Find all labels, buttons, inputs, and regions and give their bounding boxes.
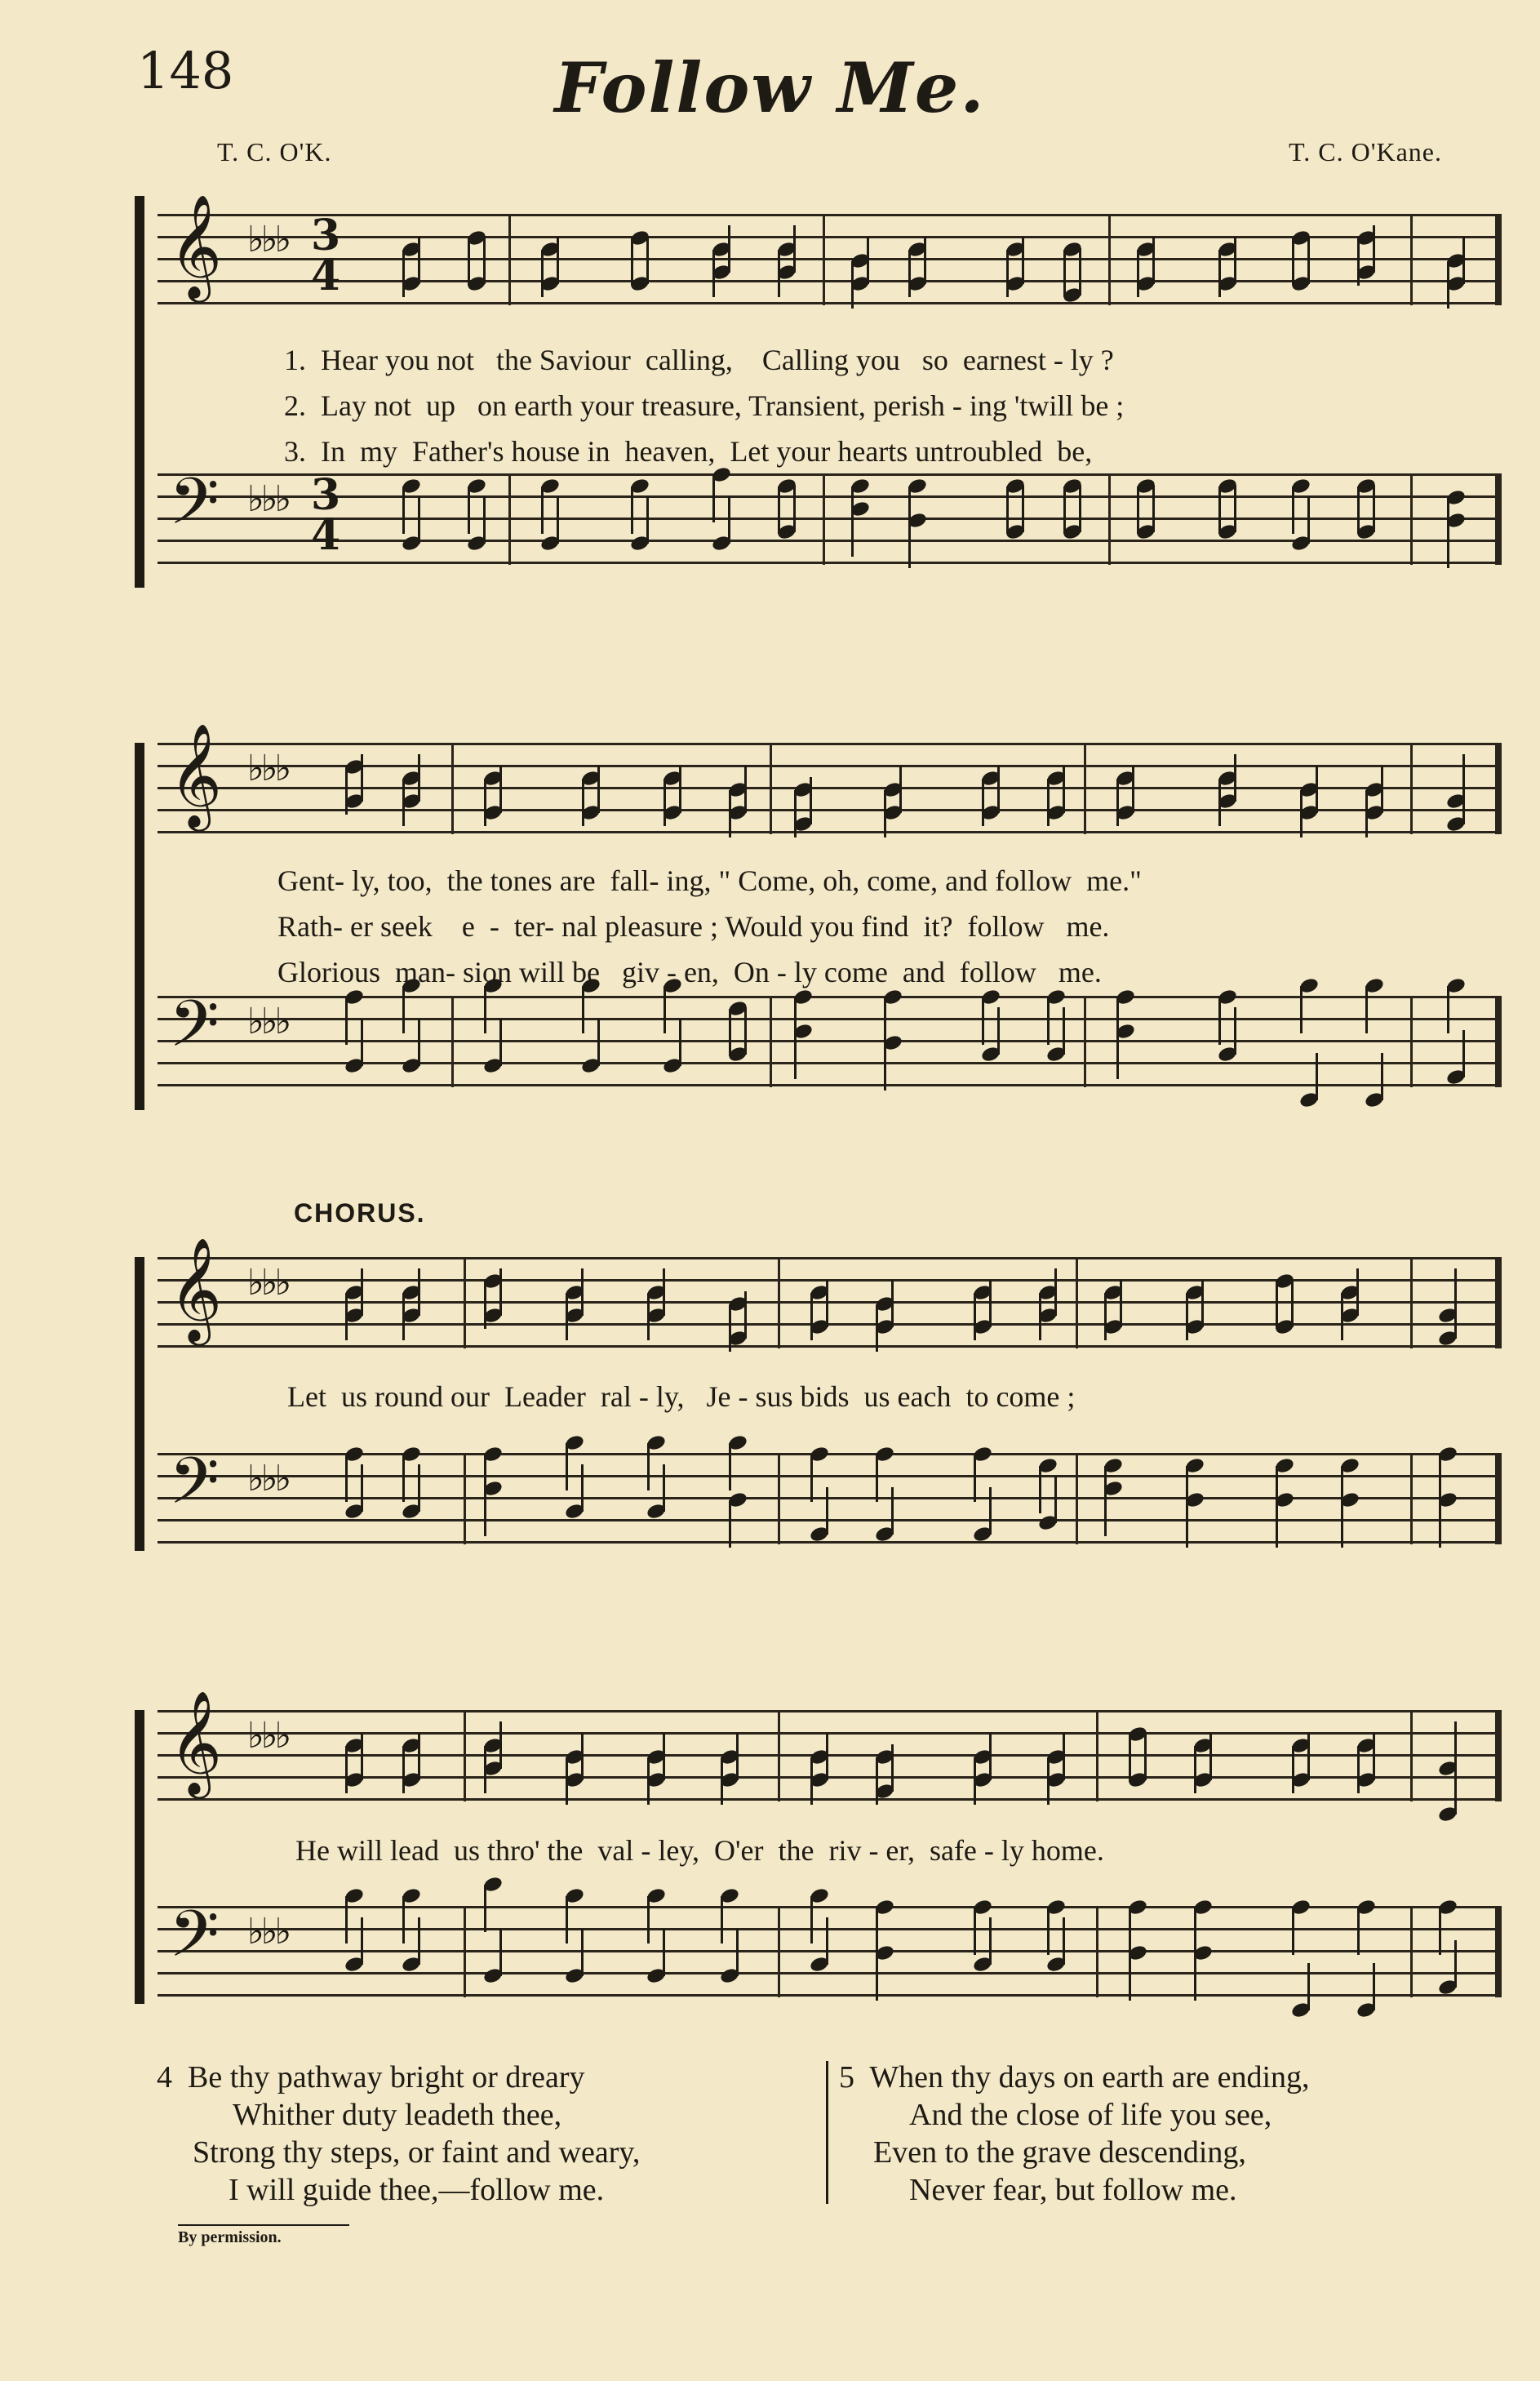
note-stem bbox=[1373, 225, 1375, 273]
verse-2-line-1: 2. Lay not up on earth your treasure, Transient, perish - ing 'twill be ; bbox=[284, 389, 1125, 422]
note-stem bbox=[499, 1721, 502, 1769]
note-stem bbox=[541, 486, 544, 534]
note-stem bbox=[729, 1304, 731, 1352]
note-stem bbox=[744, 766, 747, 813]
note-stem bbox=[1218, 250, 1221, 297]
note-stem bbox=[402, 1896, 405, 1943]
note-stem bbox=[1357, 1746, 1360, 1793]
treble-staff bbox=[158, 193, 1502, 305]
note-stem bbox=[402, 250, 405, 297]
note-stem bbox=[1186, 1293, 1188, 1340]
note-stem bbox=[989, 1280, 992, 1327]
note-stem bbox=[1063, 486, 1066, 534]
note-stem bbox=[1381, 1053, 1383, 1100]
note-stem bbox=[484, 1489, 486, 1536]
note-stem bbox=[345, 1746, 348, 1793]
note-stem bbox=[1292, 1746, 1294, 1793]
note-stem bbox=[1234, 485, 1236, 532]
note-stem bbox=[876, 1908, 878, 1955]
stanza-line: 4 Be thy pathway bright or dreary bbox=[157, 2060, 585, 2094]
note-stem bbox=[1307, 496, 1310, 544]
note-stem bbox=[989, 1733, 992, 1780]
note-stem bbox=[361, 1268, 363, 1316]
note-stem bbox=[582, 986, 584, 1033]
permission-note: By permission. bbox=[178, 2228, 282, 2246]
note-stem bbox=[884, 1043, 886, 1091]
note-stem bbox=[924, 237, 926, 284]
note-stem bbox=[974, 1455, 976, 1502]
system-brace bbox=[135, 743, 144, 1110]
note-stem bbox=[982, 779, 984, 826]
verse-3-line-2: Glorious man- sion will be giv - en, On - ly come and follow me. bbox=[277, 956, 1102, 988]
bass-staff bbox=[158, 986, 1502, 1087]
note-stem bbox=[1356, 1268, 1359, 1316]
note-stem bbox=[418, 1019, 420, 1066]
note-stem bbox=[1104, 1489, 1107, 1536]
verse-3-line-1: 3. In my Father's house in heaven, Let your hearts untroubled be, bbox=[284, 435, 1093, 468]
note-stem bbox=[1079, 485, 1081, 532]
note-stem bbox=[1116, 1032, 1119, 1079]
note-stem bbox=[729, 1500, 731, 1548]
stanza-line: Never fear, but follow me. bbox=[909, 2173, 1237, 2207]
note-stem bbox=[1054, 1268, 1057, 1316]
note-stem bbox=[1447, 261, 1449, 309]
note-stem bbox=[499, 1268, 502, 1316]
note-stem bbox=[876, 1304, 878, 1352]
note-stem bbox=[1054, 1476, 1057, 1523]
note-stem bbox=[483, 237, 486, 284]
note-stem bbox=[484, 1282, 486, 1329]
note-stem bbox=[884, 997, 886, 1045]
note-stem bbox=[499, 766, 502, 813]
note-stem bbox=[744, 1291, 747, 1339]
system-brace bbox=[135, 1257, 144, 1551]
note-stem bbox=[1234, 237, 1236, 284]
note-stem bbox=[484, 986, 486, 1033]
note-stem bbox=[1291, 1280, 1294, 1327]
note-stem bbox=[663, 986, 666, 1033]
note-stem bbox=[1292, 486, 1294, 534]
note-stem bbox=[1447, 521, 1449, 568]
note-stem bbox=[1039, 1293, 1041, 1340]
note-stem bbox=[418, 1268, 420, 1316]
page-number: 148 bbox=[137, 41, 234, 100]
bass-clef-icon: 𝄢 bbox=[169, 1896, 220, 1988]
note-stem bbox=[997, 1007, 1000, 1055]
stanza-divider bbox=[826, 2061, 828, 2204]
note-stem bbox=[1300, 986, 1303, 1033]
note-stem bbox=[1292, 1908, 1294, 1955]
note-stem bbox=[663, 1733, 665, 1780]
note-stem bbox=[646, 496, 649, 544]
note-stem bbox=[1218, 997, 1221, 1045]
note-stem bbox=[1365, 790, 1368, 837]
note-stem bbox=[647, 1896, 650, 1943]
note-stem bbox=[810, 1896, 813, 1943]
note-stem bbox=[566, 1293, 568, 1340]
note-stem bbox=[891, 1744, 894, 1792]
note-stem bbox=[1454, 1940, 1457, 1988]
note-stem bbox=[826, 1280, 828, 1327]
note-stem bbox=[974, 1757, 976, 1805]
note-stem bbox=[876, 1757, 878, 1805]
note-stem bbox=[794, 790, 797, 837]
note-stem bbox=[484, 1746, 486, 1793]
key-signature-flats: ♭♭♭ bbox=[247, 1458, 289, 1499]
verse-1-line-1: 1. Hear you not the Saviour calling, Calling you so earnest - ly ? bbox=[284, 344, 1114, 376]
note-stem bbox=[361, 1733, 363, 1780]
treble-clef-icon: 𝄞 bbox=[169, 722, 223, 827]
note-stem bbox=[1316, 1053, 1318, 1100]
note-stem bbox=[810, 1455, 813, 1502]
note-stem bbox=[1120, 1280, 1122, 1327]
note-stem bbox=[876, 1455, 878, 1502]
note-stem bbox=[402, 779, 405, 826]
note-stem bbox=[793, 225, 796, 273]
note-stem bbox=[712, 475, 715, 522]
note-stem bbox=[1316, 766, 1318, 813]
note-stem bbox=[1209, 1733, 1212, 1780]
hymn-title: Follow Me. bbox=[554, 47, 986, 128]
note-stem bbox=[826, 1917, 828, 1965]
note-stem bbox=[826, 1487, 828, 1535]
note-stem bbox=[361, 1917, 363, 1965]
note-stem bbox=[484, 1885, 486, 1932]
note-stem bbox=[728, 496, 730, 544]
note-stem bbox=[597, 766, 600, 813]
note-stem bbox=[1047, 1908, 1050, 1955]
key-signature-flats: ♭♭♭ bbox=[247, 478, 289, 520]
bass-clef-icon: 𝄢 bbox=[169, 464, 220, 555]
bass-staff bbox=[158, 1896, 1502, 1997]
note-stem bbox=[1357, 486, 1360, 534]
note-stem bbox=[1063, 1917, 1065, 1965]
note-stem bbox=[851, 261, 854, 309]
note-stem bbox=[982, 997, 984, 1045]
note-stem bbox=[468, 238, 470, 286]
time-signature: 3 4 bbox=[311, 211, 341, 301]
note-stem bbox=[1132, 766, 1134, 813]
note-stem bbox=[810, 777, 812, 824]
bass-staff bbox=[158, 464, 1502, 565]
note-stem bbox=[810, 1757, 813, 1805]
system-brace bbox=[135, 196, 144, 588]
note-stem bbox=[736, 1929, 739, 1976]
note-stem bbox=[736, 1733, 739, 1780]
note-stem bbox=[418, 237, 420, 284]
note-stem bbox=[1047, 779, 1050, 826]
note-stem bbox=[778, 486, 780, 534]
note-stem bbox=[402, 486, 405, 534]
note-stem bbox=[499, 1929, 502, 1976]
note-stem bbox=[631, 238, 633, 286]
note-stem bbox=[402, 1746, 405, 1793]
note-stem bbox=[402, 986, 405, 1033]
note-stem bbox=[1300, 790, 1303, 837]
note-stem bbox=[418, 1464, 420, 1512]
note-stem bbox=[1341, 1500, 1343, 1548]
treble-staff bbox=[158, 1690, 1502, 1801]
note-stem bbox=[974, 1293, 976, 1340]
note-stem bbox=[647, 1443, 650, 1490]
stanza-line: 5 When thy days on earth are ending, bbox=[839, 2060, 1310, 2094]
key-signature-flats: ♭♭♭ bbox=[247, 1715, 289, 1757]
note-stem bbox=[729, 1443, 731, 1490]
note-stem bbox=[1129, 1953, 1131, 2001]
note-stem bbox=[712, 250, 715, 297]
note-stem bbox=[663, 1929, 665, 1976]
note-stem bbox=[483, 496, 486, 544]
note-stem bbox=[345, 997, 348, 1045]
note-stem bbox=[989, 1487, 992, 1535]
verse-1-line-2: Gent- ly, too, the tones are fall- ing, " Come, oh, come, and follow me." bbox=[277, 864, 1142, 897]
note-stem bbox=[679, 766, 681, 813]
note-stem bbox=[1439, 1908, 1441, 1955]
note-stem bbox=[899, 766, 902, 813]
note-stem bbox=[1194, 1746, 1196, 1793]
note-stem bbox=[826, 1733, 828, 1780]
bass-staff bbox=[158, 1443, 1502, 1544]
note-stem bbox=[1462, 237, 1465, 284]
note-stem bbox=[974, 1908, 976, 1955]
verse-2-line-2: Rath- er seek e - ter- nal pleasure ; Would you find it? follow me. bbox=[277, 910, 1110, 943]
note-stem bbox=[1152, 485, 1155, 532]
note-stem bbox=[1186, 1500, 1188, 1548]
note-stem bbox=[1234, 1007, 1236, 1055]
note-stem bbox=[721, 1896, 723, 1943]
note-stem bbox=[1357, 238, 1360, 286]
note-stem bbox=[1307, 237, 1310, 284]
stanza-5 bbox=[839, 2059, 1310, 2209]
note-stem bbox=[631, 486, 633, 534]
note-stem bbox=[1063, 1733, 1065, 1780]
note-stem bbox=[1194, 1908, 1196, 1955]
note-stem bbox=[1454, 1767, 1457, 1815]
note-stem bbox=[1063, 250, 1066, 297]
note-stem bbox=[908, 250, 911, 297]
chorus-line-1: Let us round our Leader ral - ly, Je - sus bids us each to come ; bbox=[287, 1380, 1076, 1413]
note-stem bbox=[851, 509, 854, 557]
note-stem bbox=[729, 790, 731, 837]
note-stem bbox=[891, 1487, 894, 1535]
treble-clef-icon: 𝄞 bbox=[169, 193, 223, 298]
stanza-line: I will guide thee,—follow me. bbox=[229, 2173, 605, 2207]
note-stem bbox=[679, 1019, 681, 1066]
note-stem bbox=[361, 1464, 363, 1512]
note-stem bbox=[1047, 1757, 1050, 1805]
note-stem bbox=[1063, 1007, 1065, 1055]
note-stem bbox=[468, 486, 470, 534]
note-stem bbox=[744, 1007, 747, 1055]
note-stem bbox=[647, 1757, 650, 1805]
note-stem bbox=[1129, 1908, 1131, 1955]
bass-clef-icon: 𝄢 bbox=[169, 986, 220, 1077]
note-stem bbox=[1365, 986, 1368, 1033]
note-stem bbox=[721, 1757, 723, 1805]
note-stem bbox=[484, 779, 486, 826]
note-stem bbox=[557, 237, 559, 284]
treble-clef-icon: 𝄞 bbox=[169, 1690, 223, 1794]
note-stem bbox=[793, 485, 796, 532]
note-stem bbox=[557, 496, 559, 544]
note-stem bbox=[1373, 1963, 1375, 2010]
chorus-line-2: He will lead us thro' the val - ley, O'er the riv - er, safe - ly home. bbox=[295, 1834, 1104, 1867]
note-stem bbox=[361, 754, 363, 802]
stanza-line: Even to the grave descending, bbox=[873, 2135, 1246, 2170]
note-stem bbox=[1022, 485, 1024, 532]
note-stem bbox=[1276, 1500, 1278, 1548]
key-signature-flats: ♭♭♭ bbox=[247, 1911, 289, 1952]
note-stem bbox=[1341, 1293, 1343, 1340]
note-stem bbox=[566, 1896, 568, 1943]
note-stem bbox=[1201, 1280, 1204, 1327]
note-stem bbox=[810, 1293, 813, 1340]
stanza-line: And the close of life you see, bbox=[909, 2098, 1272, 2132]
bass-clef-icon: 𝄢 bbox=[169, 1443, 220, 1535]
note-stem bbox=[1454, 1721, 1457, 1769]
note-stem bbox=[884, 790, 886, 837]
stanza-line: Strong thy steps, or faint and weary, bbox=[193, 2135, 641, 2170]
note-stem bbox=[566, 1757, 568, 1805]
note-stem bbox=[418, 1917, 420, 1965]
note-stem bbox=[1373, 1733, 1375, 1780]
note-stem bbox=[1079, 248, 1081, 295]
note-stem bbox=[663, 1464, 665, 1512]
note-stem bbox=[646, 237, 649, 284]
treble-staff bbox=[158, 722, 1502, 834]
treble-staff bbox=[158, 1237, 1502, 1348]
stanza-line: Whither duty leadeth thee, bbox=[233, 2098, 562, 2132]
note-stem bbox=[1116, 779, 1119, 826]
note-stem bbox=[778, 250, 780, 297]
note-stem bbox=[345, 1455, 348, 1502]
note-stem bbox=[1047, 997, 1050, 1045]
note-stem bbox=[402, 1293, 405, 1340]
note-stem bbox=[997, 766, 1000, 813]
note-stem bbox=[663, 779, 666, 826]
note-stem bbox=[418, 496, 420, 544]
treble-clef-icon: 𝄞 bbox=[169, 1237, 223, 1341]
system-brace bbox=[135, 1710, 144, 2004]
note-stem bbox=[1307, 1733, 1310, 1780]
stanza-4 bbox=[157, 2059, 640, 2209]
note-stem bbox=[1006, 250, 1009, 297]
note-stem bbox=[1276, 1282, 1278, 1329]
note-stem bbox=[647, 1293, 650, 1340]
note-stem bbox=[728, 225, 730, 273]
note-stem bbox=[663, 1268, 665, 1316]
key-signature-flats: ♭♭♭ bbox=[247, 748, 289, 789]
note-stem bbox=[876, 1953, 878, 2001]
note-stem bbox=[1439, 1455, 1441, 1502]
note-stem bbox=[1292, 238, 1294, 286]
chorus-label: CHORUS. bbox=[294, 1198, 426, 1228]
note-stem bbox=[1454, 1291, 1457, 1339]
note-stem bbox=[1137, 486, 1139, 534]
note-stem bbox=[1063, 766, 1065, 813]
note-stem bbox=[1152, 237, 1155, 284]
note-stem bbox=[499, 1019, 502, 1066]
note-stem bbox=[1307, 1963, 1310, 2010]
note-stem bbox=[1104, 1293, 1107, 1340]
note-stem bbox=[597, 1019, 600, 1066]
note-stem bbox=[1137, 250, 1139, 297]
note-stem bbox=[1462, 777, 1465, 824]
time-signature: 3 4 bbox=[311, 470, 341, 561]
note-stem bbox=[1462, 1030, 1465, 1077]
note-stem bbox=[1022, 237, 1024, 284]
note-stem bbox=[1357, 1908, 1360, 1955]
lyricist-credit: T. C. O'K. bbox=[217, 137, 332, 167]
note-stem bbox=[566, 1443, 568, 1490]
note-stem bbox=[581, 1464, 584, 1512]
note-stem bbox=[729, 1009, 731, 1056]
note-stem bbox=[891, 1280, 894, 1327]
note-stem bbox=[989, 1917, 992, 1965]
note-stem bbox=[402, 1455, 405, 1502]
note-stem bbox=[794, 1032, 797, 1079]
footnote-rule bbox=[178, 2224, 349, 2226]
note-stem bbox=[1218, 486, 1221, 534]
note-stem bbox=[1039, 1466, 1041, 1513]
key-signature-flats: ♭♭♭ bbox=[247, 1262, 289, 1304]
note-stem bbox=[1439, 1500, 1441, 1548]
note-stem bbox=[1218, 779, 1221, 826]
note-stem bbox=[1447, 986, 1449, 1033]
note-stem bbox=[345, 1896, 348, 1943]
note-stem bbox=[1373, 485, 1375, 532]
note-stem bbox=[581, 1733, 584, 1780]
note-stem bbox=[541, 250, 544, 297]
note-stem bbox=[1234, 754, 1236, 802]
note-stem bbox=[908, 521, 911, 568]
note-stem bbox=[1129, 1735, 1131, 1782]
note-stem bbox=[1144, 1733, 1147, 1780]
note-stem bbox=[361, 1019, 363, 1066]
note-stem bbox=[581, 1268, 584, 1316]
composer-credit: T. C. O'Kane. bbox=[1289, 137, 1442, 167]
key-signature-flats: ♭♭♭ bbox=[247, 1001, 289, 1042]
note-stem bbox=[867, 237, 869, 284]
note-stem bbox=[418, 1733, 420, 1780]
note-stem bbox=[582, 779, 584, 826]
note-stem bbox=[345, 1293, 348, 1340]
note-stem bbox=[1194, 1953, 1196, 2001]
note-stem bbox=[581, 1929, 584, 1976]
note-stem bbox=[1006, 486, 1009, 534]
key-signature-flats: ♭♭♭ bbox=[247, 219, 289, 260]
note-stem bbox=[418, 754, 420, 802]
note-stem bbox=[345, 767, 348, 815]
note-stem bbox=[1381, 766, 1383, 813]
